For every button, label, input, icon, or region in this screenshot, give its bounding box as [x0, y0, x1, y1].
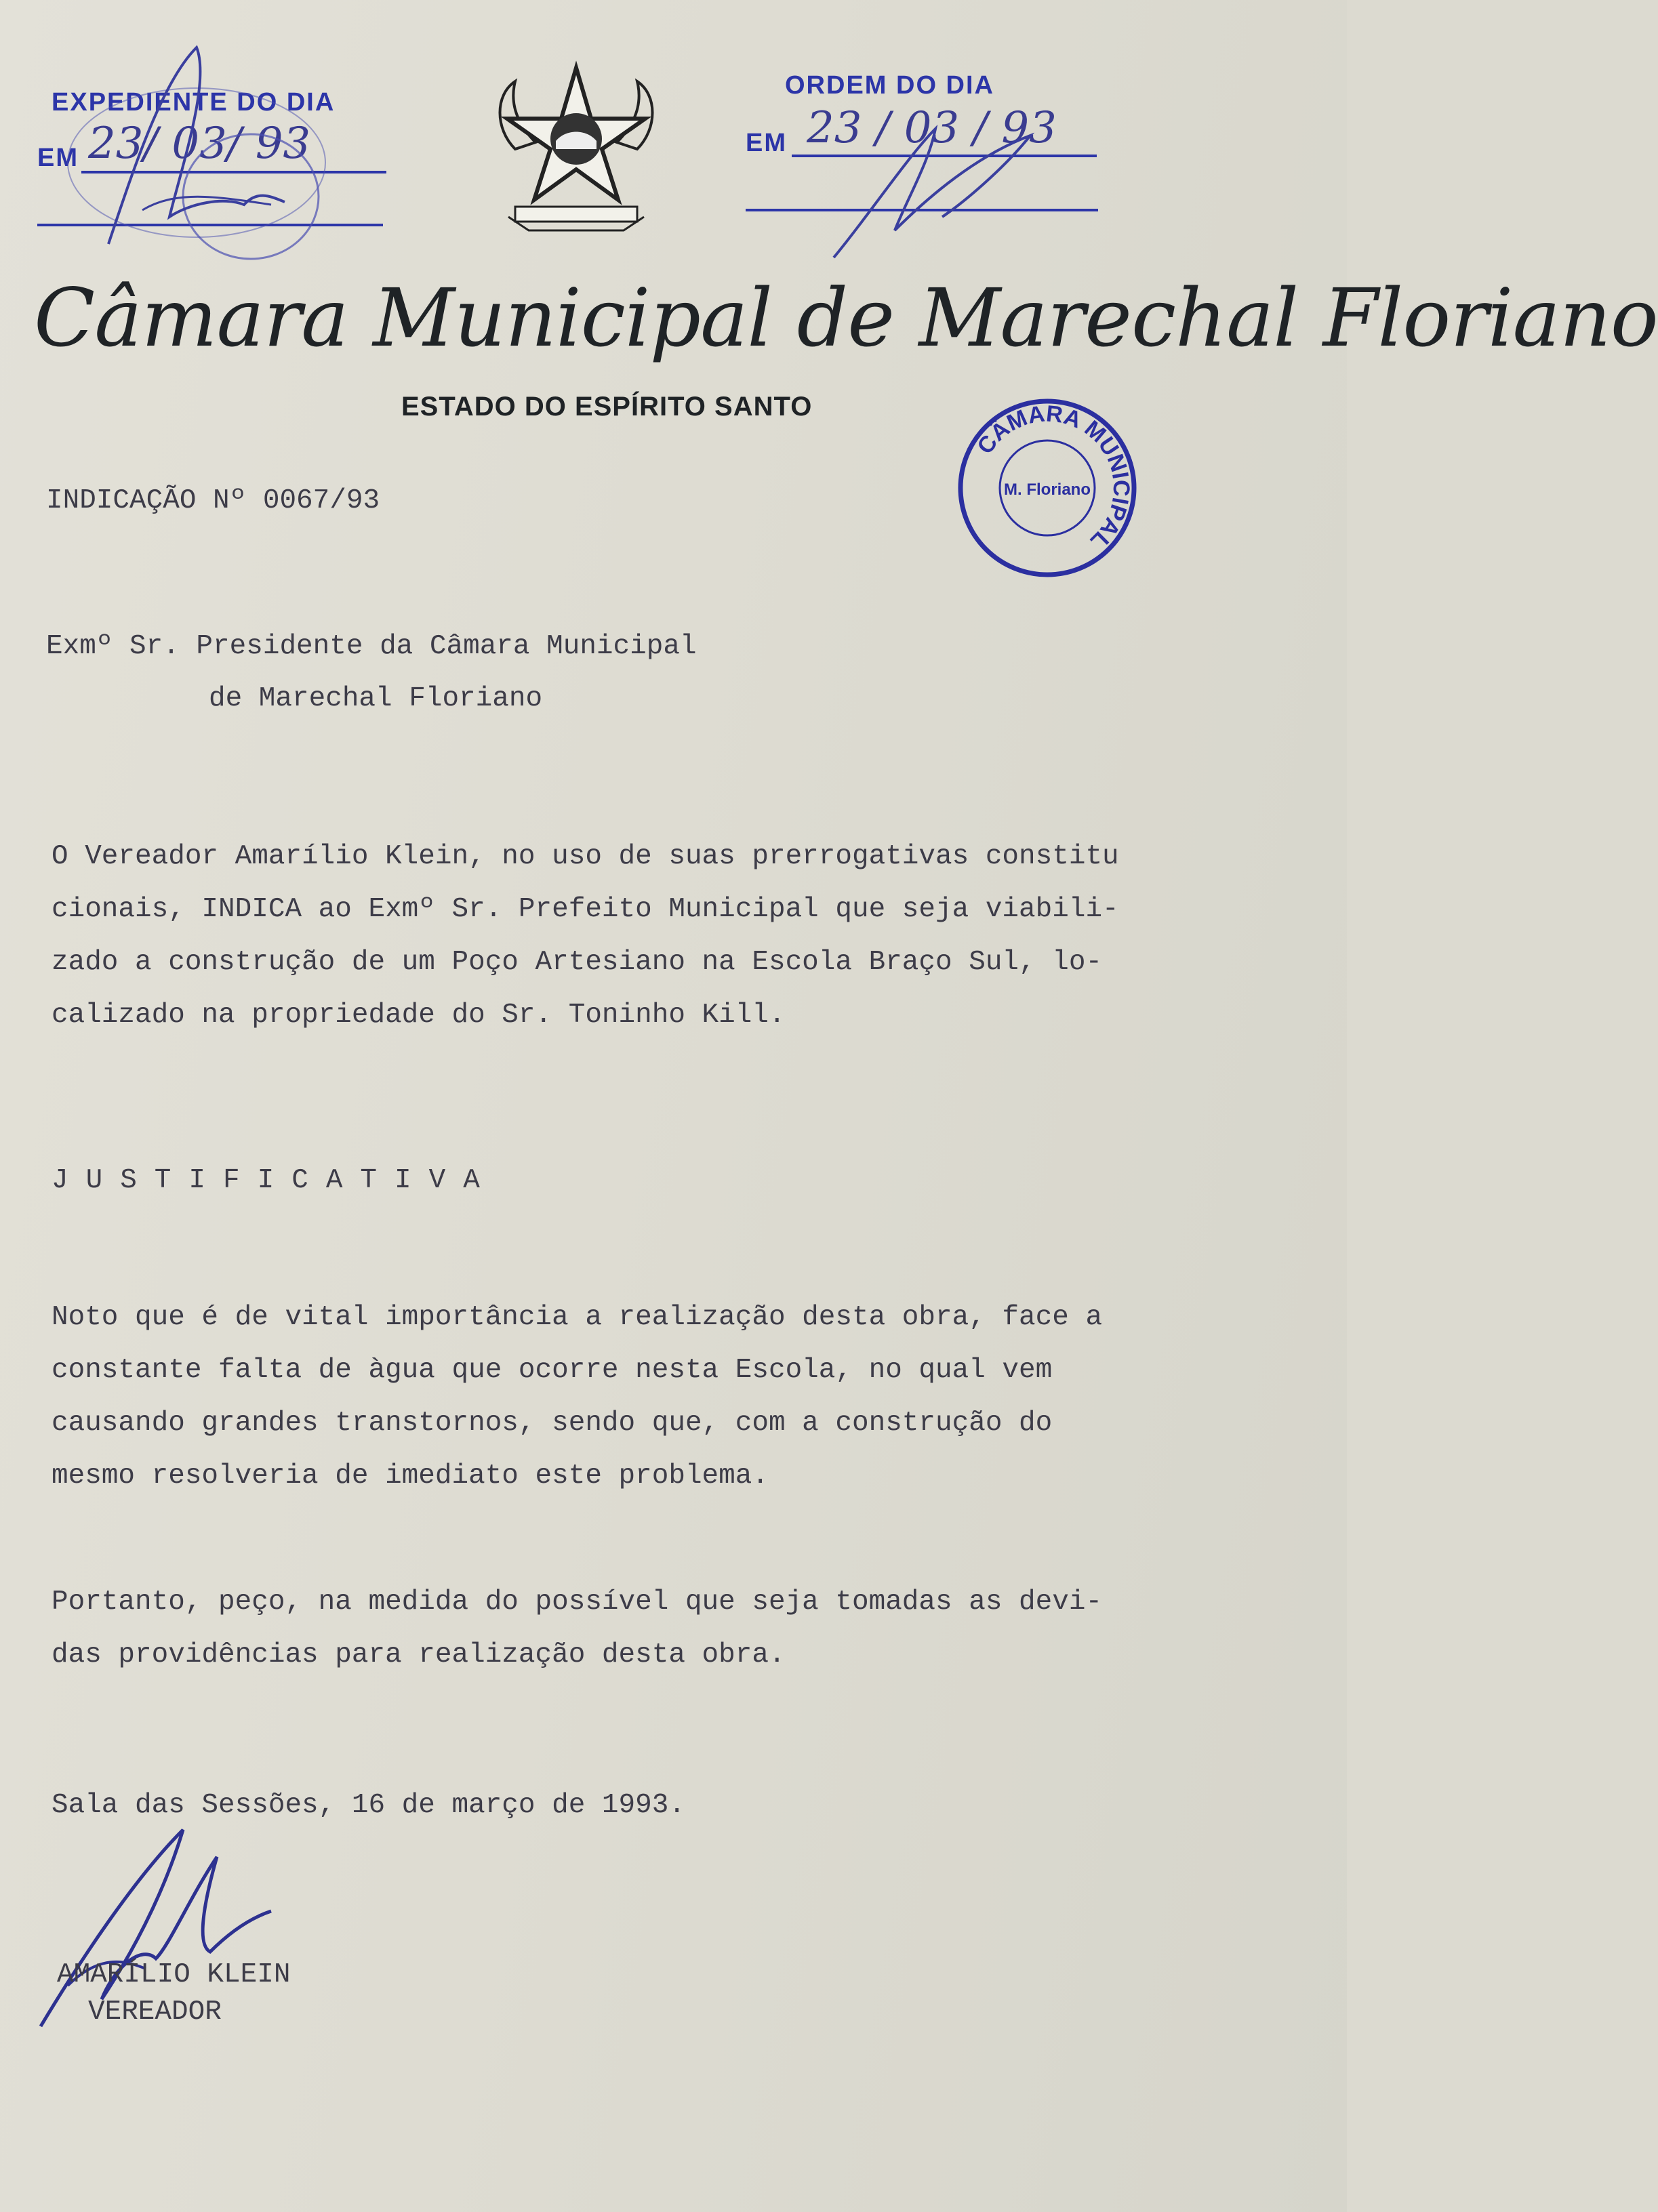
institution-title: Câmara Municipal de Marechal Floriano [34, 271, 1658, 365]
document-number: INDICAÇÃO Nº 0067/93 [46, 485, 380, 516]
justification-line: constante falta de àgua que ocorre nesta Escola, no qual vem [52, 1355, 1053, 1386]
justification-paragraph [52, 1291, 1204, 1502]
expediente-date: 23/ 03/ 93 [88, 119, 311, 169]
expediente-signature-mark [27, 27, 407, 298]
body-line: zado a construção de um Poço Artesiano na Escola Braço Sul, lo- [52, 947, 1103, 978]
addressee-line-2: de Marechal Floriano [209, 683, 543, 714]
expediente-label: EXPEDIENTE DO DIA [52, 88, 336, 117]
stamp-center-text: M. Floriano [1004, 480, 1091, 499]
stamp-ring-text: CÂMARA MUNICIPAL [972, 401, 1135, 555]
body-line: O Vereador Amarílio Klein, no uso de suas prerrogativas constitu [52, 841, 1119, 872]
ordem-date: 23 / 03 / 93 [807, 103, 1057, 153]
signer-role: VEREADOR [88, 1996, 222, 2028]
ordem-label: ORDEM DO DIA [785, 71, 994, 100]
ordem-em-label: EM [746, 129, 787, 157]
coat-of-arms-icon [488, 54, 664, 244]
chamber-stamp [952, 393, 1142, 583]
place-date: Sala das Sessões, 16 de março de 1993. [52, 1790, 685, 1821]
body-line: calizado na propriedade do Sr. Toninho Kill. [52, 1000, 786, 1031]
request-line: Portanto, peço, na medida do possível que seja tomadas as devi- [52, 1586, 1103, 1618]
addressee-line-1: Exmº Sr. Presidente da Câmara Municipal [46, 631, 697, 662]
ordem-signature-mark [827, 115, 1057, 271]
justification-line: causando grandes transtornos, sendo que, com a construção do [52, 1408, 1053, 1439]
request-line: das providências para realização desta obra. [52, 1639, 786, 1671]
body-line: cionais, INDICA ao Exmº Sr. Prefeito Municipal que seja viabili- [52, 894, 1119, 925]
body-paragraph [52, 830, 1204, 1042]
state-name: ESTADO DO ESPÍRITO SANTO [401, 392, 813, 422]
expediente-em-label: EM [37, 144, 79, 172]
justification-heading: JUSTIFICATIVA [52, 1165, 498, 1196]
signer-name: AMARÍLIO KLEIN [57, 1959, 291, 1990]
justification-line: mesmo resolveria de imediato este problema. [52, 1460, 769, 1492]
request-paragraph [52, 1576, 1204, 1681]
justification-line: Noto que é de vital importância a realização desta obra, face a [52, 1302, 1103, 1333]
